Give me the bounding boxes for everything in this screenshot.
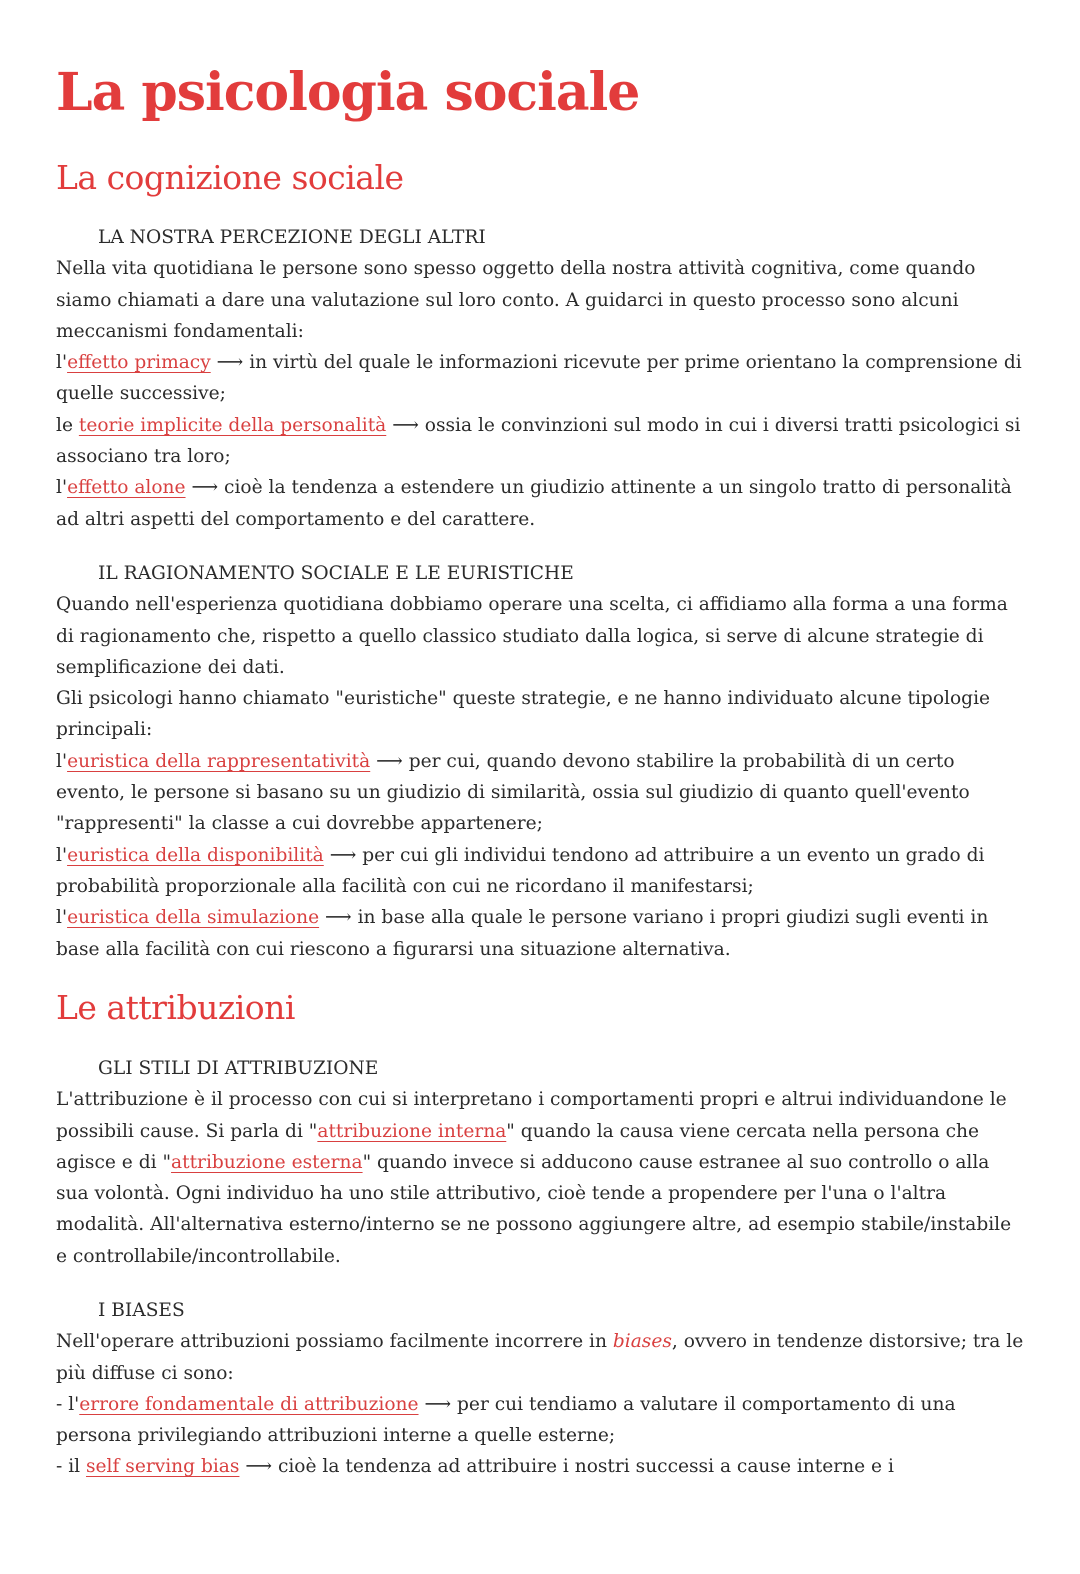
subsection-title: LA NOSTRA PERCEZIONE DEGLI ALTRI xyxy=(98,227,486,248)
subsection-percezione xyxy=(56,222,1026,535)
arrow-icon: ⟶ xyxy=(245,1456,273,1478)
subsection-title: I BIASES xyxy=(98,1300,185,1321)
term-link: euristica della disponibilità xyxy=(67,844,324,866)
term-link: euristica della simulazione xyxy=(67,907,320,929)
arrow-icon: ⟶ xyxy=(376,750,403,772)
arrow-icon: ⟶ xyxy=(325,907,352,929)
term-link: attribuzione esterna xyxy=(171,1151,363,1173)
list-item: - il self serving bias ⟶ cioè la tendenza ad attribuire i nostri successi a cause interne e i xyxy=(56,1456,894,1478)
subsection-biases xyxy=(56,1295,1026,1483)
term-link: self serving bias xyxy=(86,1456,240,1478)
subsection-stili xyxy=(56,1053,1026,1272)
list-item: l'euristica della simulazione ⟶ in base alla quale le persone variano i propri giudizi sugli eventi in base alla facilità con cui riescono a figurarsi una situazione alternativa. xyxy=(56,907,989,960)
arrow-icon: ⟶ xyxy=(216,352,244,374)
list-item: l'effetto primacy ⟶ in virtù del quale le informazioni ricevute per prime orientano la comprensione di quelle successive; xyxy=(56,352,1022,405)
paragraph: Nell'operare attribuzioni possiamo facilmente incorrere in biases, ovvero in tendenze distorsive; tra le più diffuse ci sono: xyxy=(56,1331,1024,1384)
subsection-euristiche xyxy=(56,558,1026,965)
term-link: attribuzione interna xyxy=(317,1120,507,1142)
page-title: La psicologia sociale xyxy=(56,62,640,123)
list-item: l'euristica della rappresentatività ⟶ per cui, quando devono stabilire la probabilità di un certo evento, le persone si basano su un giudizio di similarità, ossia sul giudizio di quanto quell'evento "rappresenti" la classe a cui dovrebbe appartenere; xyxy=(56,750,970,835)
term-link: effetto alone xyxy=(67,477,186,499)
list-item: le teorie implicite della personalità ⟶ ossia le convinzioni sul modo in cui i diversi tratti psicologici si associano tra loro; xyxy=(56,414,1021,468)
paragraph: Quando nell'esperienza quotidiana dobbiamo operare una scelta, ci affidiamo alla forma a una forma di ragionamento che, rispetto a quello classico studiato dalla logica, si serve di alcune strategie di semplificazione dei dati. xyxy=(56,594,1008,678)
arrow-icon: ⟶ xyxy=(329,844,357,866)
list-item: - l'errore fondamentale di attribuzione ⟶ per cui tendiamo a valutare il comportamento di una persona privilegiando attribuzioni interne a quelle esterne; xyxy=(56,1393,956,1447)
term-link: effetto primacy xyxy=(67,352,211,374)
term-italic: biases xyxy=(612,1331,672,1353)
arrow-icon: ⟶ xyxy=(191,477,219,499)
list-item: l'euristica della disponibilità ⟶ per cui gli individui tendono ad attribuire a un evento un grado di probabilità proporzionale alla facilità con cui ne ricordano il manifestarsi; xyxy=(56,844,985,897)
paragraph: Nella vita quotidiana le persone sono spesso oggetto della nostra attività cognitiva, come quando siamo chiamati a dare una valutazione sul loro conto. A guidarci in questo processo sono alcuni meccanismi fondamentali: xyxy=(56,258,976,342)
arrow-icon: ⟶ xyxy=(392,414,419,436)
section-heading-cognizione: La cognizione sociale xyxy=(56,158,404,197)
arrow-icon: ⟶ xyxy=(424,1393,452,1415)
term-link: euristica della rappresentatività xyxy=(67,750,371,772)
paragraph: L'attribuzione è il processo con cui si interpretano i comportamenti propri e altrui individuandone le possibili cause. Si parla di "attribuzione interna" quando la causa viene cercata nella persona che agisce e di "attribuzione esterna" quando invece si adducono cause estranee al suo controllo o alla sua volontà. Ogni individuo ha uno stile attributivo, cioè tende a propendere per l'una o l'altra modalità. All'alternativa esterno/interno se ne possono aggiungere altre, ad esempio stabile/instabile e controllabile/incontrollabile. xyxy=(56,1089,1012,1267)
term-link: teorie implicite della personalità xyxy=(78,414,387,436)
term-link: errore fondamentale di attribuzione xyxy=(79,1393,419,1415)
paragraph: Gli psicologi hanno chiamato "euristiche" queste strategie, e ne hanno individuato alcune tipologie principali: xyxy=(56,688,991,741)
subsection-title: IL RAGIONAMENTO SOCIALE E LE EURISTICHE xyxy=(98,563,574,584)
list-item: l'effetto alone ⟶ cioè la tendenza a estendere un giudizio attinente a un singolo tratto di personalità ad altri aspetti del comportamento e del carattere. xyxy=(56,477,1012,530)
section-heading-attribuzioni: Le attribuzioni xyxy=(56,988,295,1027)
subsection-title: GLI STILI DI ATTRIBUZIONE xyxy=(98,1058,379,1079)
